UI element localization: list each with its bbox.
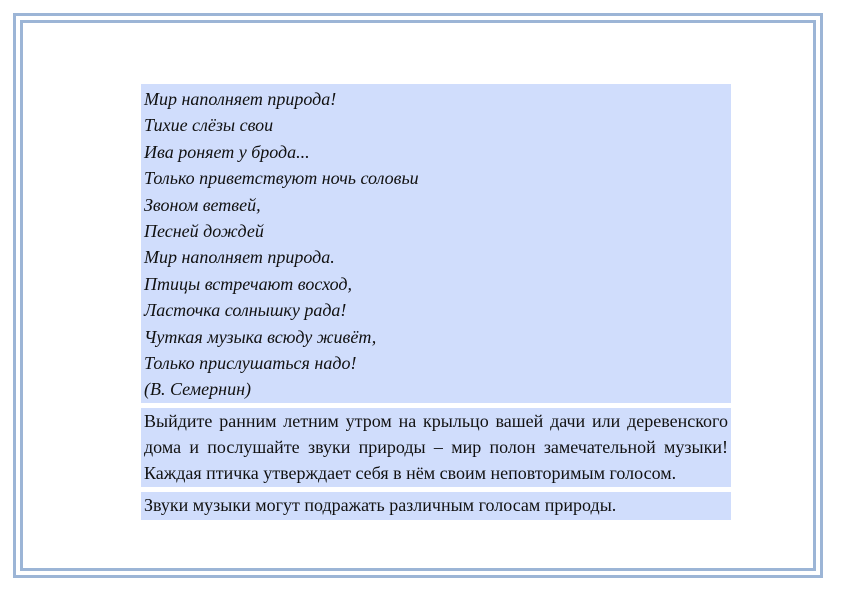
poem-line: Мир наполняет природа. — [144, 247, 335, 268]
paragraph-sounds: Звуки музыки могут подражать различным голосам природы. — [141, 492, 731, 520]
poem-line: Звоном ветвей, — [144, 194, 261, 215]
poem-line: Ласточка солнышку рада! — [144, 300, 347, 321]
poem-author: (В. Семернин) — [144, 379, 251, 400]
poem-line: Песней дождей — [144, 221, 264, 242]
poem-line: Тихие слёзы свои — [144, 115, 274, 136]
poem-line: Только прислушаться надо! — [144, 353, 357, 374]
poem-line: Ива роняет у брода... — [144, 141, 310, 162]
poem-line: Мир наполняет природа! — [144, 89, 337, 109]
text-content — [141, 84, 731, 520]
poem-line: Чуткая музыка всюду живёт, — [144, 326, 377, 347]
poem-block — [141, 84, 731, 403]
paragraph-intro: Выйдите ранним летним утром на крыльцо вашей дачи или деревенского дома и послушайте звуки природы – мир полон замечательной музыки! Каждая птичка утверждает себя в нём своим неповторимым голосом. — [141, 408, 731, 487]
poem-line: Только приветствуют ночь соловьи — [144, 168, 419, 189]
poem-line: Птицы встречают восход, — [144, 273, 353, 294]
